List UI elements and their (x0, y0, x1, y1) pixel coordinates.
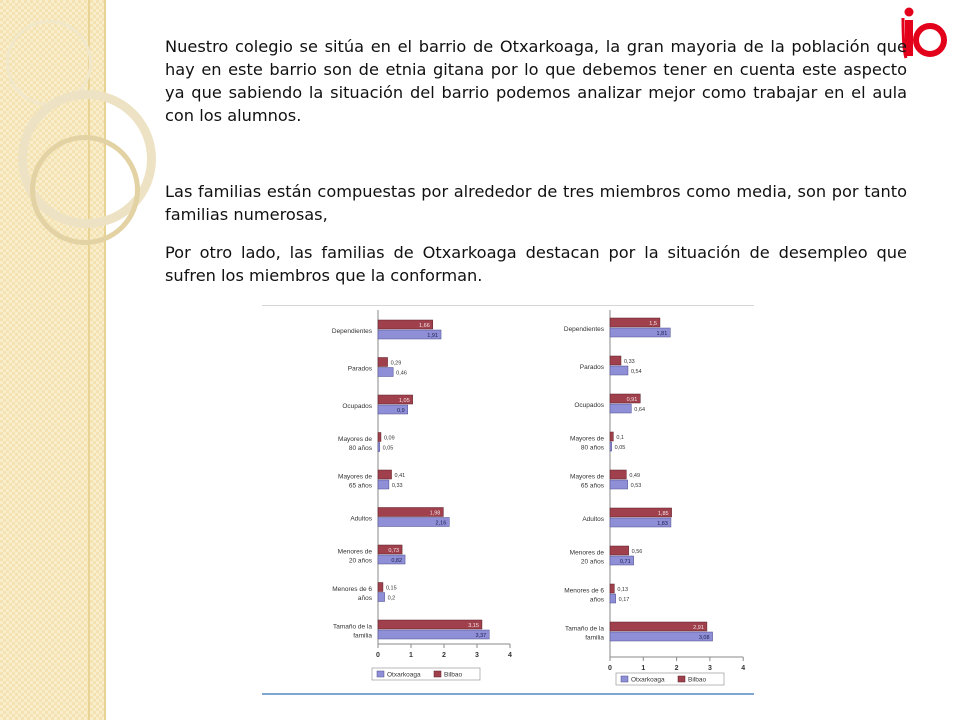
data-label: 0,2 (387, 595, 396, 602)
data-label: 1,05 (398, 397, 410, 404)
category-label: 65 años (348, 482, 372, 490)
category-label: familia (353, 632, 372, 640)
category-label: Menores de (337, 548, 372, 556)
legend-label-otxarkoaga: Otxarkoaga (631, 676, 665, 684)
category-label: Parados (347, 365, 372, 373)
data-label: 1,83 (657, 520, 668, 527)
data-label: 0,91 (626, 396, 638, 403)
category-label: Ocupados (574, 402, 604, 409)
category-label: Mayores de (570, 473, 604, 481)
category-label: años (589, 596, 604, 604)
bar-bilbao (378, 470, 392, 479)
data-label: 0,46 (396, 370, 407, 377)
data-label: 0,09 (383, 435, 395, 442)
bar-bilbao (610, 432, 613, 441)
bar-bilbao (378, 358, 388, 367)
data-label: 0,54 (630, 368, 642, 375)
data-label: 1,91 (427, 332, 439, 339)
category-label: Mayores de (338, 436, 372, 443)
x-tick-label: 4 (741, 665, 746, 672)
chart-bottom-rule (262, 693, 754, 695)
bar-otxarkoaga (610, 594, 616, 603)
data-label: 0,15 (385, 585, 397, 592)
x-tick-label: 2 (442, 652, 446, 659)
bar-chart-right (508, 302, 754, 695)
data-label: 0,1 (616, 434, 624, 441)
legend-label-otxarkoaga: Otxarkoaga (387, 671, 421, 679)
data-label: 0,49 (629, 472, 641, 479)
category-label: 20 años (348, 557, 372, 565)
data-label: 0,13 (617, 586, 629, 593)
data-label: 0,82 (391, 557, 403, 564)
bar-otxarkoaga (610, 632, 713, 641)
data-label: 0,05 (614, 444, 626, 451)
data-label: 1,98 (429, 510, 441, 517)
category-label: Adultos (350, 515, 372, 523)
x-tick-label: 3 (475, 652, 479, 659)
bar-otxarkoaga (610, 404, 631, 413)
category-label: Dependientes (563, 326, 604, 333)
data-label: 3,37 (475, 632, 487, 639)
bar-bilbao (610, 546, 629, 555)
data-label: 0,33 (391, 482, 403, 489)
data-label: 1,81 (656, 330, 668, 337)
category-label: 20 años (580, 558, 604, 566)
data-label: 2,16 (435, 520, 447, 527)
data-label: 2,91 (693, 624, 704, 631)
data-label: 1,85 (657, 510, 669, 517)
bar-otxarkoaga (378, 368, 393, 377)
category-label: 65 años (580, 482, 604, 490)
bar-otxarkoaga (378, 443, 380, 452)
category-label: años (357, 595, 372, 602)
bar-otxarkoaga (378, 480, 389, 489)
bar-bilbao (378, 433, 381, 442)
legend-swatch-bilbao (434, 671, 441, 677)
x-tick-label: 4 (508, 652, 512, 659)
bar-otxarkoaga (378, 593, 385, 602)
category-label: Ocupados (342, 403, 372, 410)
x-tick-label: 2 (674, 665, 679, 672)
category-label: Tamaño de la (332, 623, 372, 631)
bar-bilbao (610, 470, 626, 479)
x-tick-label: 1 (641, 665, 646, 672)
x-tick-label: 0 (608, 665, 612, 672)
bar-bilbao (610, 584, 614, 593)
bar-otxarkoaga (378, 630, 489, 639)
decorative-ring (30, 135, 140, 245)
families-paragraph: Las familias están compuestas por alrededor de tres miembros como media, son por tanto familias numerosas, (165, 182, 907, 224)
category-label: Menores de 6 (332, 586, 372, 593)
charts-container (262, 302, 754, 697)
data-label: 0,29 (390, 360, 402, 367)
data-label: 0,9 (397, 407, 405, 414)
data-label: 0,53 (630, 482, 642, 489)
bar-bilbao (378, 583, 383, 592)
bar-bilbao (610, 356, 621, 365)
data-label: 0,56 (631, 548, 643, 555)
data-label: 3,08 (698, 634, 710, 641)
category-label: 80 años (348, 445, 372, 452)
x-tick-label: 3 (707, 665, 712, 672)
data-label: 0,41 (394, 472, 406, 479)
data-label: 0,05 (382, 445, 394, 452)
category-label: Dependientes (331, 328, 372, 335)
category-label: Mayores de (338, 473, 372, 481)
data-label: 0,73 (388, 547, 400, 554)
bar-chart-left (262, 302, 512, 695)
category-label: Parados (579, 364, 604, 371)
legend-swatch-bilbao (678, 676, 685, 682)
unemployment-paragraph: Por otro lado, las familias de Otxarkoaga destacan por la situación de desempleo que sufren los miembros que la conforman. (165, 243, 907, 285)
category-label: Menores de (569, 549, 604, 557)
bar-otxarkoaga (610, 366, 628, 375)
category-label: Adultos (582, 516, 604, 523)
legend-swatch-otxarkoaga (377, 671, 384, 677)
category-label: 80 años (580, 444, 604, 452)
data-label: 0,17 (618, 596, 630, 603)
category-label: Menores de 6 (564, 587, 604, 595)
legend-label-bilbao: Bilbao (688, 676, 707, 684)
data-label: 0,71 (619, 558, 631, 565)
intro-paragraph: Nuestro colegio se sitúa en el barrio de Otxarkoaga, la gran mayoria de la población que hay en este barrio son de etnia gitana por lo que debemos tener en cuenta este aspecto ya que sabiendo la situación del barrio podemos analizar mejor como trabajar en el aula con los alumnos. (165, 37, 907, 125)
bar-otxarkoaga (610, 480, 628, 489)
data-label: 0,64 (634, 406, 646, 413)
data-label: 1,66 (419, 322, 430, 329)
data-label: 3,15 (468, 622, 479, 629)
category-label: Mayores de (570, 435, 604, 443)
data-label: 1,5 (649, 320, 657, 327)
x-tick-label: 1 (409, 652, 413, 659)
category-label: familia (585, 634, 604, 642)
x-tick-label: 0 (376, 652, 380, 659)
category-label: Tamaño de la (564, 625, 604, 633)
bar-bilbao (378, 620, 482, 629)
bar-otxarkoaga (610, 442, 612, 451)
legend-swatch-otxarkoaga (621, 676, 628, 682)
data-label: 0,33 (623, 358, 635, 365)
legend-label-bilbao: Bilbao (444, 671, 463, 679)
